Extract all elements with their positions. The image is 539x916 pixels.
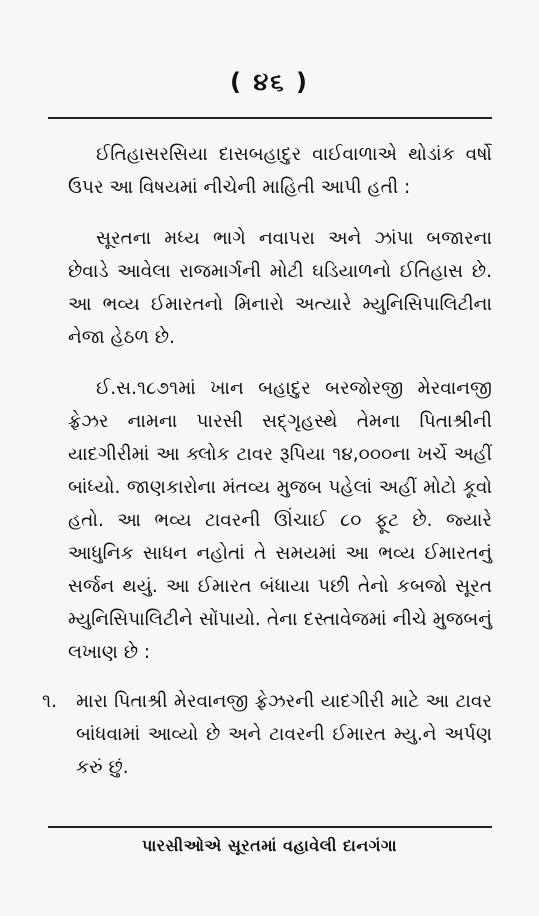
paragraph-3: ઈ.સ.૧૮૭૧માં ખાન બહાદુર બરજોરજી મેરવાનજી ફ્રેઝર નામના પારસી સદ્‌ગૃહસ્થે તેમના પિતાશ્રીની યાદગીરીમાં આ ક્લોક ટાવર રૂપિયા ૧૪,૦૦૦ના ખર્ચે અહીં બાંધ્યો. જાણકારોના મંતવ્ય મુજબ પહેલાં અહીં મોટો કૂવો હતો. આ ભવ્ય ટાવરની ઊંચાઈ ૮૦ ફૂટ છે. જ્યારે આધુનિક સાધન નહોતાં તે સમયમાં આ ભવ્ય ઈમારતનું સર્જન થયું. આ ઈમારત બંધાયા પછી તેનો કબજો સૂરત મ્યુનિસિપાલિટીને સોંપાયો. તેના દસ્તાવેજમાં નીચે મુજબનું લખાણ છે : bbox=[68, 378, 492, 663]
running-footer: પારસીઓએ સૂરતમાં વહાવેલી દાનગંગા bbox=[141, 836, 398, 855]
page-number: ( ૪૬ ) bbox=[230, 68, 309, 96]
paragraph-2: સૂરતના મધ્ય ભાગે નવાપરા અને ઝાંપા બજારના છેવાડે આવેલા રાજમાર્ગની મોટી ઘડિયાળનો ઈતિહાસ છે. આ ભવ્ય ઈમારતનો મિનારો અત્યારે મ્યુનિસિપાલિટીના નેજા હેઠળ છે. bbox=[68, 228, 492, 348]
top-divider bbox=[48, 117, 492, 119]
list-item bbox=[42, 685, 492, 784]
list-item-text: મારા પિતાશ્રી મેરવાનજી ફ્રેઝરની યાદગીરી માટે આ ટાવર બાંધવામાં આવ્યો છે અને ટાવરની ઈમારત મ્યુ.ને અર્પણ કરું છું. bbox=[76, 691, 492, 778]
paragraph-1: ઈતિહાસરસિયા દાસબહાદુર વાઈવાળાએ થોડાંક વર્ષો ઉપર આ વિષયમાં નીચેની માહિતી આપી હતી : bbox=[68, 144, 492, 198]
body-text bbox=[42, 138, 492, 784]
bottom-divider bbox=[48, 826, 492, 828]
list-item-number: ૧. bbox=[42, 691, 57, 712]
